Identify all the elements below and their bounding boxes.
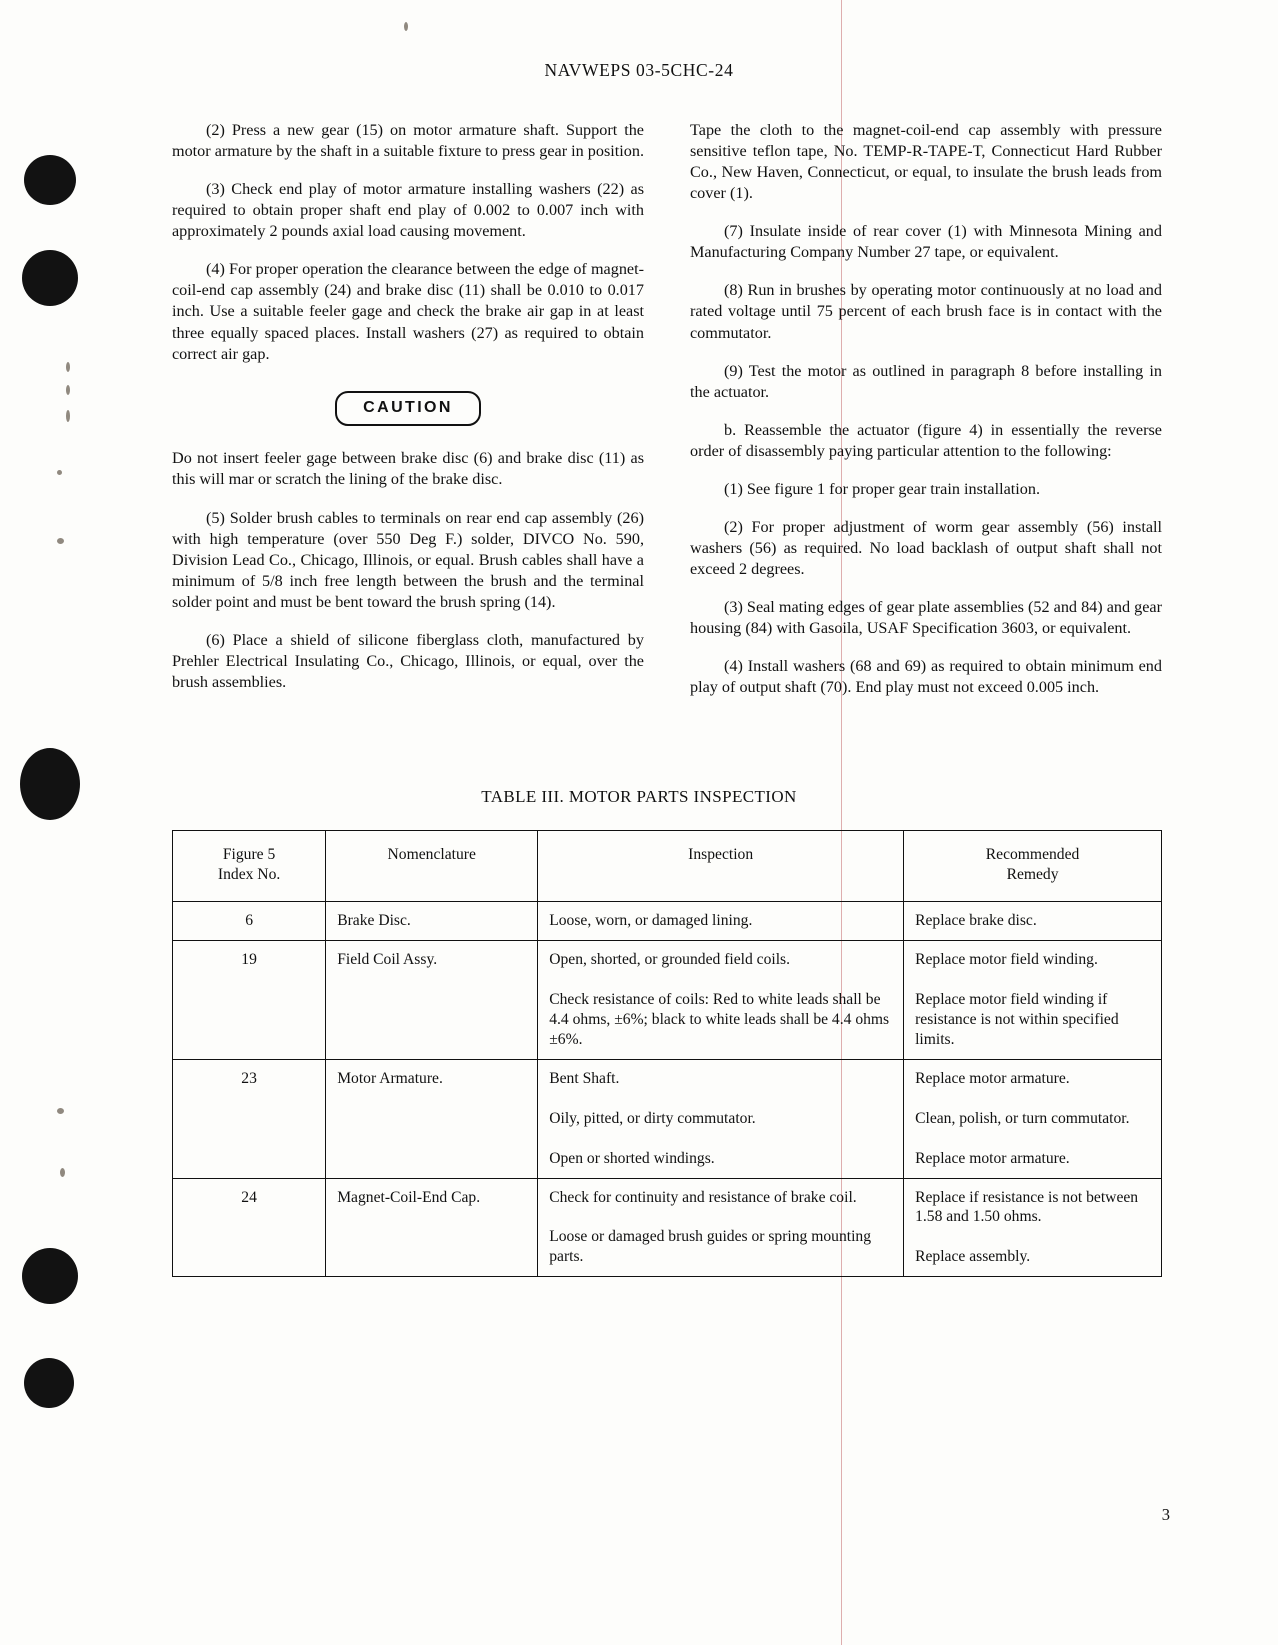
table-row — [173, 1178, 1162, 1277]
hole-punch-mark — [24, 155, 76, 205]
inspection-item: Open or shorted windings. — [549, 1149, 715, 1167]
paragraph-b3: (3) Seal mating edges of gear plate assemblies (52 and 84) and gear housing (84) with Gasoila, USAF Specification 3603, or equivalent. — [690, 598, 1162, 638]
speckle-artifact — [66, 362, 70, 372]
caution-notice — [172, 391, 644, 427]
paragraph-2: (2) Press a new gear (15) on motor armature shaft. Support the motor armature by the shaft in a suitable fixture to press gear in position. — [172, 121, 645, 161]
paragraph-4: (4) For proper operation the clearance between the edge of magnet-coil-end cap assembly (24) and brake disc (11) shall be 0.010 to 0.017 inch. Use a suitable feeler gage and check the brake air gap in at least three equally spaced places. Install washers (27) as required to obtain correct air gap. — [172, 260, 644, 363]
page-header: NAVWEPS 03-5CHC-24 — [544, 60, 734, 80]
hole-punch-mark — [22, 1248, 78, 1304]
speckle-artifact — [66, 385, 70, 395]
table-row — [173, 1059, 1162, 1178]
remedy-item: Replace brake disc. — [915, 911, 1037, 929]
cell-remedy — [904, 901, 1162, 940]
table-row — [173, 901, 1162, 940]
paragraph-tape-cloth: Tape the cloth to the magnet-coil-end cap assembly with pressure sensitive teflon tape, No. TEMP-R-TAPE-T, Connecticut Hard Rubber Co., New Haven, Connecticut, or equal, to insulate the brush leads from cover (1). — [690, 121, 1162, 203]
header-remedy-line2: Remedy — [1006, 865, 1059, 883]
inspection-item: Open, shorted, or grounded field coils. — [549, 950, 791, 968]
cell-index: 23 — [173, 1059, 326, 1178]
speckle-artifact — [60, 1168, 65, 1177]
paragraph-6: (6) Place a shield of silicone fiberglass cloth, manufactured by Prehler Electrical Insulating Co., Chicago, Illinois, or equal, over the brush assemblies. — [172, 630, 644, 691]
speckle-artifact — [57, 1108, 64, 1114]
inspection-item: Loose, worn, or damaged lining. — [549, 911, 753, 929]
inspection-item: Check for continuity and resistance of brake coil. — [549, 1188, 857, 1206]
cell-inspection — [538, 901, 904, 940]
cell-inspection — [538, 940, 904, 1059]
paragraph-b: b. Reassemble the actuator (figure 4) in essentially the reverse order of disassembly paying particular attention to the following: — [690, 420, 1162, 460]
header-nomenclature: Nomenclature — [326, 831, 538, 902]
cell-remedy — [904, 1178, 1162, 1277]
caution-text: Do not insert feeler gage between brake disc (6) and brake disc (11) as this will mar or scratch the lining of the brake disc. — [172, 449, 644, 489]
inspection-item: Bent Shaft. — [549, 1069, 620, 1087]
header-remedy-line1: Recommended — [985, 846, 1080, 863]
cell-nomenclature: Motor Armature. — [326, 1059, 538, 1178]
remedy-item: Replace motor armature. — [915, 1069, 1070, 1087]
left-text-column — [172, 120, 644, 710]
paragraph-b4: (4) Install washers (68 and 69) as required to obtain minimum end play of output shaft (70). End play must not exceed 0.005 inch. — [690, 657, 1162, 697]
inspection-item: Loose or damaged brush guides or spring mounting parts. — [549, 1228, 872, 1266]
header-index-line1: Figure 5 — [222, 846, 276, 863]
table-header-row — [173, 831, 1162, 902]
caution-label: CAUTION — [335, 391, 481, 427]
paragraph-9: (9) Test the motor as outlined in paragraph 8 before installing in the actuator. — [690, 361, 1162, 401]
page-number: 3 — [1161, 1505, 1170, 1524]
speckle-artifact — [66, 410, 70, 422]
header-inspection: Inspection — [538, 831, 904, 902]
cell-nomenclature: Magnet-Coil-End Cap. — [326, 1178, 538, 1277]
remedy-item: Replace motor armature. — [915, 1149, 1070, 1167]
table-row — [173, 940, 1162, 1059]
cell-remedy — [904, 1059, 1162, 1178]
hole-punch-mark — [22, 250, 78, 306]
header-index-line2: Index No. — [217, 865, 281, 883]
remedy-item: Replace motor field winding. — [915, 950, 1098, 968]
header-remedy — [904, 831, 1162, 902]
hole-punch-mark — [24, 1358, 74, 1408]
cell-index: 19 — [173, 940, 326, 1059]
remedy-item: Replace assembly. — [915, 1248, 1031, 1266]
cell-nomenclature: Brake Disc. — [326, 901, 538, 940]
speckle-artifact — [57, 470, 62, 475]
right-text-column — [690, 120, 1162, 715]
table-title: TABLE III. MOTOR PARTS INSPECTION — [481, 787, 797, 806]
cell-index: 24 — [173, 1178, 326, 1277]
cell-remedy — [904, 940, 1162, 1059]
remedy-item: Replace if resistance is not between 1.58 and 1.50 ohms. — [915, 1188, 1139, 1226]
motor-parts-inspection-table — [172, 830, 1162, 1277]
paragraph-8: (8) Run in brushes by operating motor continuously at no load and rated voltage until 75 percent of each brush face is in contact with the commutator. — [690, 281, 1162, 342]
cell-inspection — [538, 1178, 904, 1277]
paragraph-5: (5) Solder brush cables to terminals on rear end cap assembly (26) with high temperature (over 550 Deg F.) solder, DIVCO No. 590, Division Lead Co., Chicago, Illinois, or equal. Brush cables shall have a minimum of 5/8 inch free length between the brush and the terminal solder point and must be bent toward the brush spring (14). — [172, 508, 644, 611]
hole-punch-mark — [20, 748, 80, 820]
paragraph-7: (7) Insulate inside of rear cover (1) with Minnesota Mining and Manufacturing Company Number 27 tape, or equivalent. — [690, 222, 1162, 262]
inspection-item: Oily, pitted, or dirty commutator. — [549, 1109, 756, 1127]
paragraph-b1: (1) See figure 1 for proper gear train installation. — [724, 479, 1040, 498]
cell-nomenclature: Field Coil Assy. — [326, 940, 538, 1059]
paragraph-b2: (2) For proper adjustment of worm gear assembly (56) install washers (56) as required. No load backlash of output shaft shall not exceed 2 degrees. — [690, 517, 1162, 578]
remedy-item: Replace motor field winding if resistance is not within specified limits. — [915, 990, 1119, 1048]
cell-inspection — [538, 1059, 904, 1178]
inspection-item: Check resistance of coils: Red to white leads shall be 4.4 ohms, ±6%; black to white leads shall be 4.4 ohms ±6%. — [549, 990, 890, 1048]
speckle-artifact — [57, 538, 64, 544]
cell-index: 6 — [173, 901, 326, 940]
speckle-artifact — [404, 22, 408, 31]
paragraph-3: (3) Check end play of motor armature installing washers (22) as required to obtain proper shaft end play of 0.002 to 0.007 inch with approximately 2 pounds axial load causing movement. — [172, 180, 644, 241]
header-index — [173, 831, 326, 902]
remedy-item: Clean, polish, or turn commutator. — [915, 1109, 1130, 1127]
